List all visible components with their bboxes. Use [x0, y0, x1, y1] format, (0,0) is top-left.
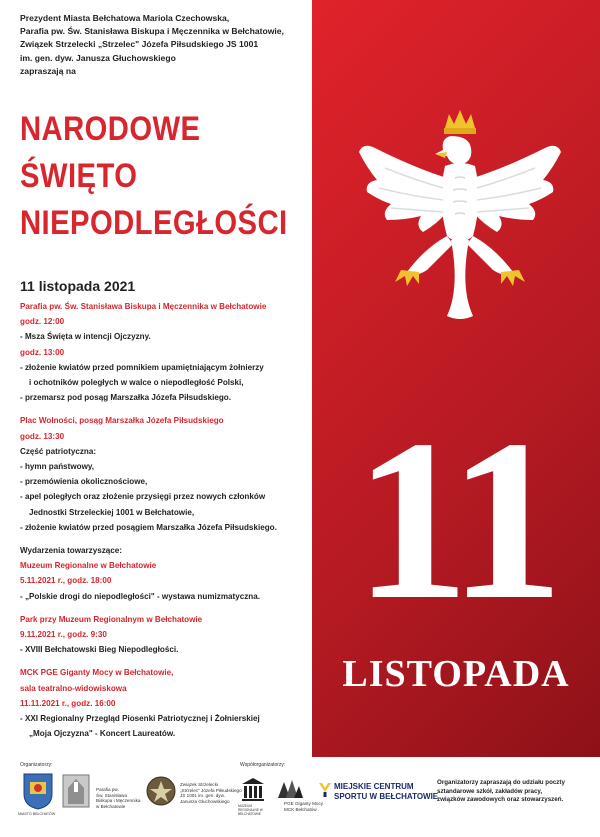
sport-center-logo-icon	[318, 782, 332, 798]
intro-line: Związek Strzelecki „Strzelec" Józefa Piłsudskiego JS 1001	[20, 39, 259, 50]
mck-text-line: PGE Giganty Mocy	[284, 801, 324, 806]
schedule-heading: Parafia pw. Św. Stanisława Biskupa i Męczennika w Bełchatowie	[20, 302, 267, 311]
strzelec-text-line: Janusza Głuchowskiego	[180, 798, 230, 804]
schedule-line: - apel poległych oraz złożenie przysięgi przez nowych członków	[20, 492, 266, 502]
schedule-gap	[20, 604, 312, 612]
schedule-heading: 5.11.2021 r., godz. 18:00	[20, 576, 112, 586]
schedule-line: - przemarsz pod posąg Marszałka Józefa Piłsudskiego.	[20, 393, 231, 403]
parish-text-line: Św. Stanisława	[96, 792, 127, 798]
schedule-heading: sala teatralno-widowiskowa	[20, 683, 127, 693]
coorganizers-label: Współorganizatorzy:	[240, 762, 286, 768]
title-line: ŚWIĘTO	[20, 157, 138, 195]
intro-text	[20, 12, 310, 78]
sport-center-text-line: SPORTU W BEŁCHATOWIE	[334, 792, 439, 801]
schedule-line: i ochotników poległych w walce o niepodległość Polski,	[29, 378, 244, 388]
parish-text-line: Parafia pw.	[96, 787, 119, 792]
museum-caption: MUZEUM REGIONALNE W BEŁCHATOWIE	[238, 804, 263, 816]
schedule-heading: godz. 13:30	[20, 431, 65, 441]
note-line: sztandarowe szkół, zakładów pracy,	[437, 787, 543, 795]
white-eagle-emblem-icon	[355, 108, 565, 328]
strzelec-text-line: Związek Strzelecki	[180, 782, 219, 787]
strzelec-text-line: „Strzelec" Józefa Piłsudskiego	[180, 787, 242, 793]
strzelec-emblem-icon	[146, 776, 176, 806]
left-panel	[0, 0, 312, 757]
strzelec-text	[180, 782, 242, 804]
parish-emblem-icon	[62, 774, 90, 808]
schedule-heading: 9.11.2021 r., godz. 9:30	[20, 630, 107, 640]
schedule-heading: Muzeum Regionalne w Bełchatowie	[20, 561, 157, 571]
strzelec-text-line: JS 1001 im. gen. dyw.	[180, 793, 225, 799]
museum-logo-icon	[240, 776, 266, 802]
schedule-line: - „Polskie drogi do niepodległości" - wystawa numizmatyczna.	[20, 591, 260, 601]
parish-text	[96, 787, 140, 809]
invitation-note	[437, 779, 597, 805]
schedule-heading: Park przy Muzeum Regionalnym w Bełchatowie	[20, 614, 203, 624]
intro-line: Parafia pw. Św. Stanisława Biskupa i Męczennika w Bełchatowie,	[20, 26, 284, 37]
schedule-heading: MCK PGE Giganty Mocy w Bełchatowie,	[20, 668, 174, 678]
parish-text-line: w Bełchatowie	[96, 803, 126, 809]
schedule-line: - złożenie kwiatów przed pomnikiem upamiętniającym żołnierzy	[20, 362, 264, 372]
city-logo-caption: MIASTO BEŁCHATÓW	[18, 812, 56, 816]
organizers-label: Organizatorzy:	[20, 762, 53, 768]
schedule	[20, 299, 312, 741]
schedule-line: Część patriotyczna:	[20, 446, 97, 456]
schedule-heading: godz. 13:00	[20, 347, 65, 357]
mck-text-line: MCK Bełchatów	[284, 806, 317, 812]
month-label: LISTOPADA	[342, 653, 570, 695]
intro-line: im. gen. dyw. Janusza Głuchowskiego	[20, 52, 176, 63]
schedule-line: - hymn państwowy,	[20, 462, 95, 472]
mck-text	[284, 801, 323, 812]
mck-logo-icon	[276, 778, 304, 800]
event-date: 11 listopada 2021	[20, 278, 136, 294]
schedule-line: „Moja Ojczyzna" - Koncert Laureatów.	[29, 729, 176, 739]
page-title	[20, 106, 288, 247]
schedule-gap	[20, 535, 312, 543]
note-line: związków zawodowych oraz stowarzyszeń.	[437, 796, 564, 804]
schedule-line: Jednostki Strzeleckiej 1001 w Bełchatowie,	[29, 507, 195, 517]
big-day-number: 11	[354, 392, 556, 647]
schedule-line: - złożenie kwiatów przed posągiem Marszałka Józefa Piłsudskiego.	[20, 522, 277, 532]
title-line: NARODOWE	[20, 110, 201, 148]
schedule-line: Wydarzenia towarzyszące:	[20, 546, 122, 556]
intro-line: zapraszają na	[20, 65, 76, 76]
schedule-line: - Msza Święta w intencji Ojczyzny.	[20, 332, 151, 342]
schedule-heading: godz. 12:00	[20, 317, 65, 327]
sport-center-text	[334, 782, 438, 802]
schedule-gap	[20, 657, 312, 665]
note-line: Organizatorzy zapraszają do udziału poczty	[437, 779, 565, 786]
schedule-gap	[20, 405, 312, 413]
schedule-line: - XVIII Bełchatowski Bieg Niepodległości.	[20, 645, 179, 655]
title-line: NIEPODLEGŁOŚCI	[20, 204, 288, 242]
schedule-line: - XXI Regionalny Przegląd Piosenki Patriotycznej i Żołnierskiej	[20, 714, 260, 724]
schedule-line: - przemówienia okolicznościowe,	[20, 477, 148, 487]
city-coat-of-arms-icon	[22, 772, 54, 810]
intro-line: Prezydent Miasta Bełchatowa Mariola Czechowska,	[20, 13, 230, 23]
schedule-heading: Plac Wolności, posąg Marszałka Józefa Piłsudskiego	[20, 416, 224, 426]
sport-center-text-line: MIEJSKIE CENTRUM	[334, 782, 414, 791]
parish-text-line: Biskupa i Męczennika	[96, 798, 141, 804]
schedule-heading: 11.11.2021 r., godz. 16:00	[20, 698, 116, 708]
